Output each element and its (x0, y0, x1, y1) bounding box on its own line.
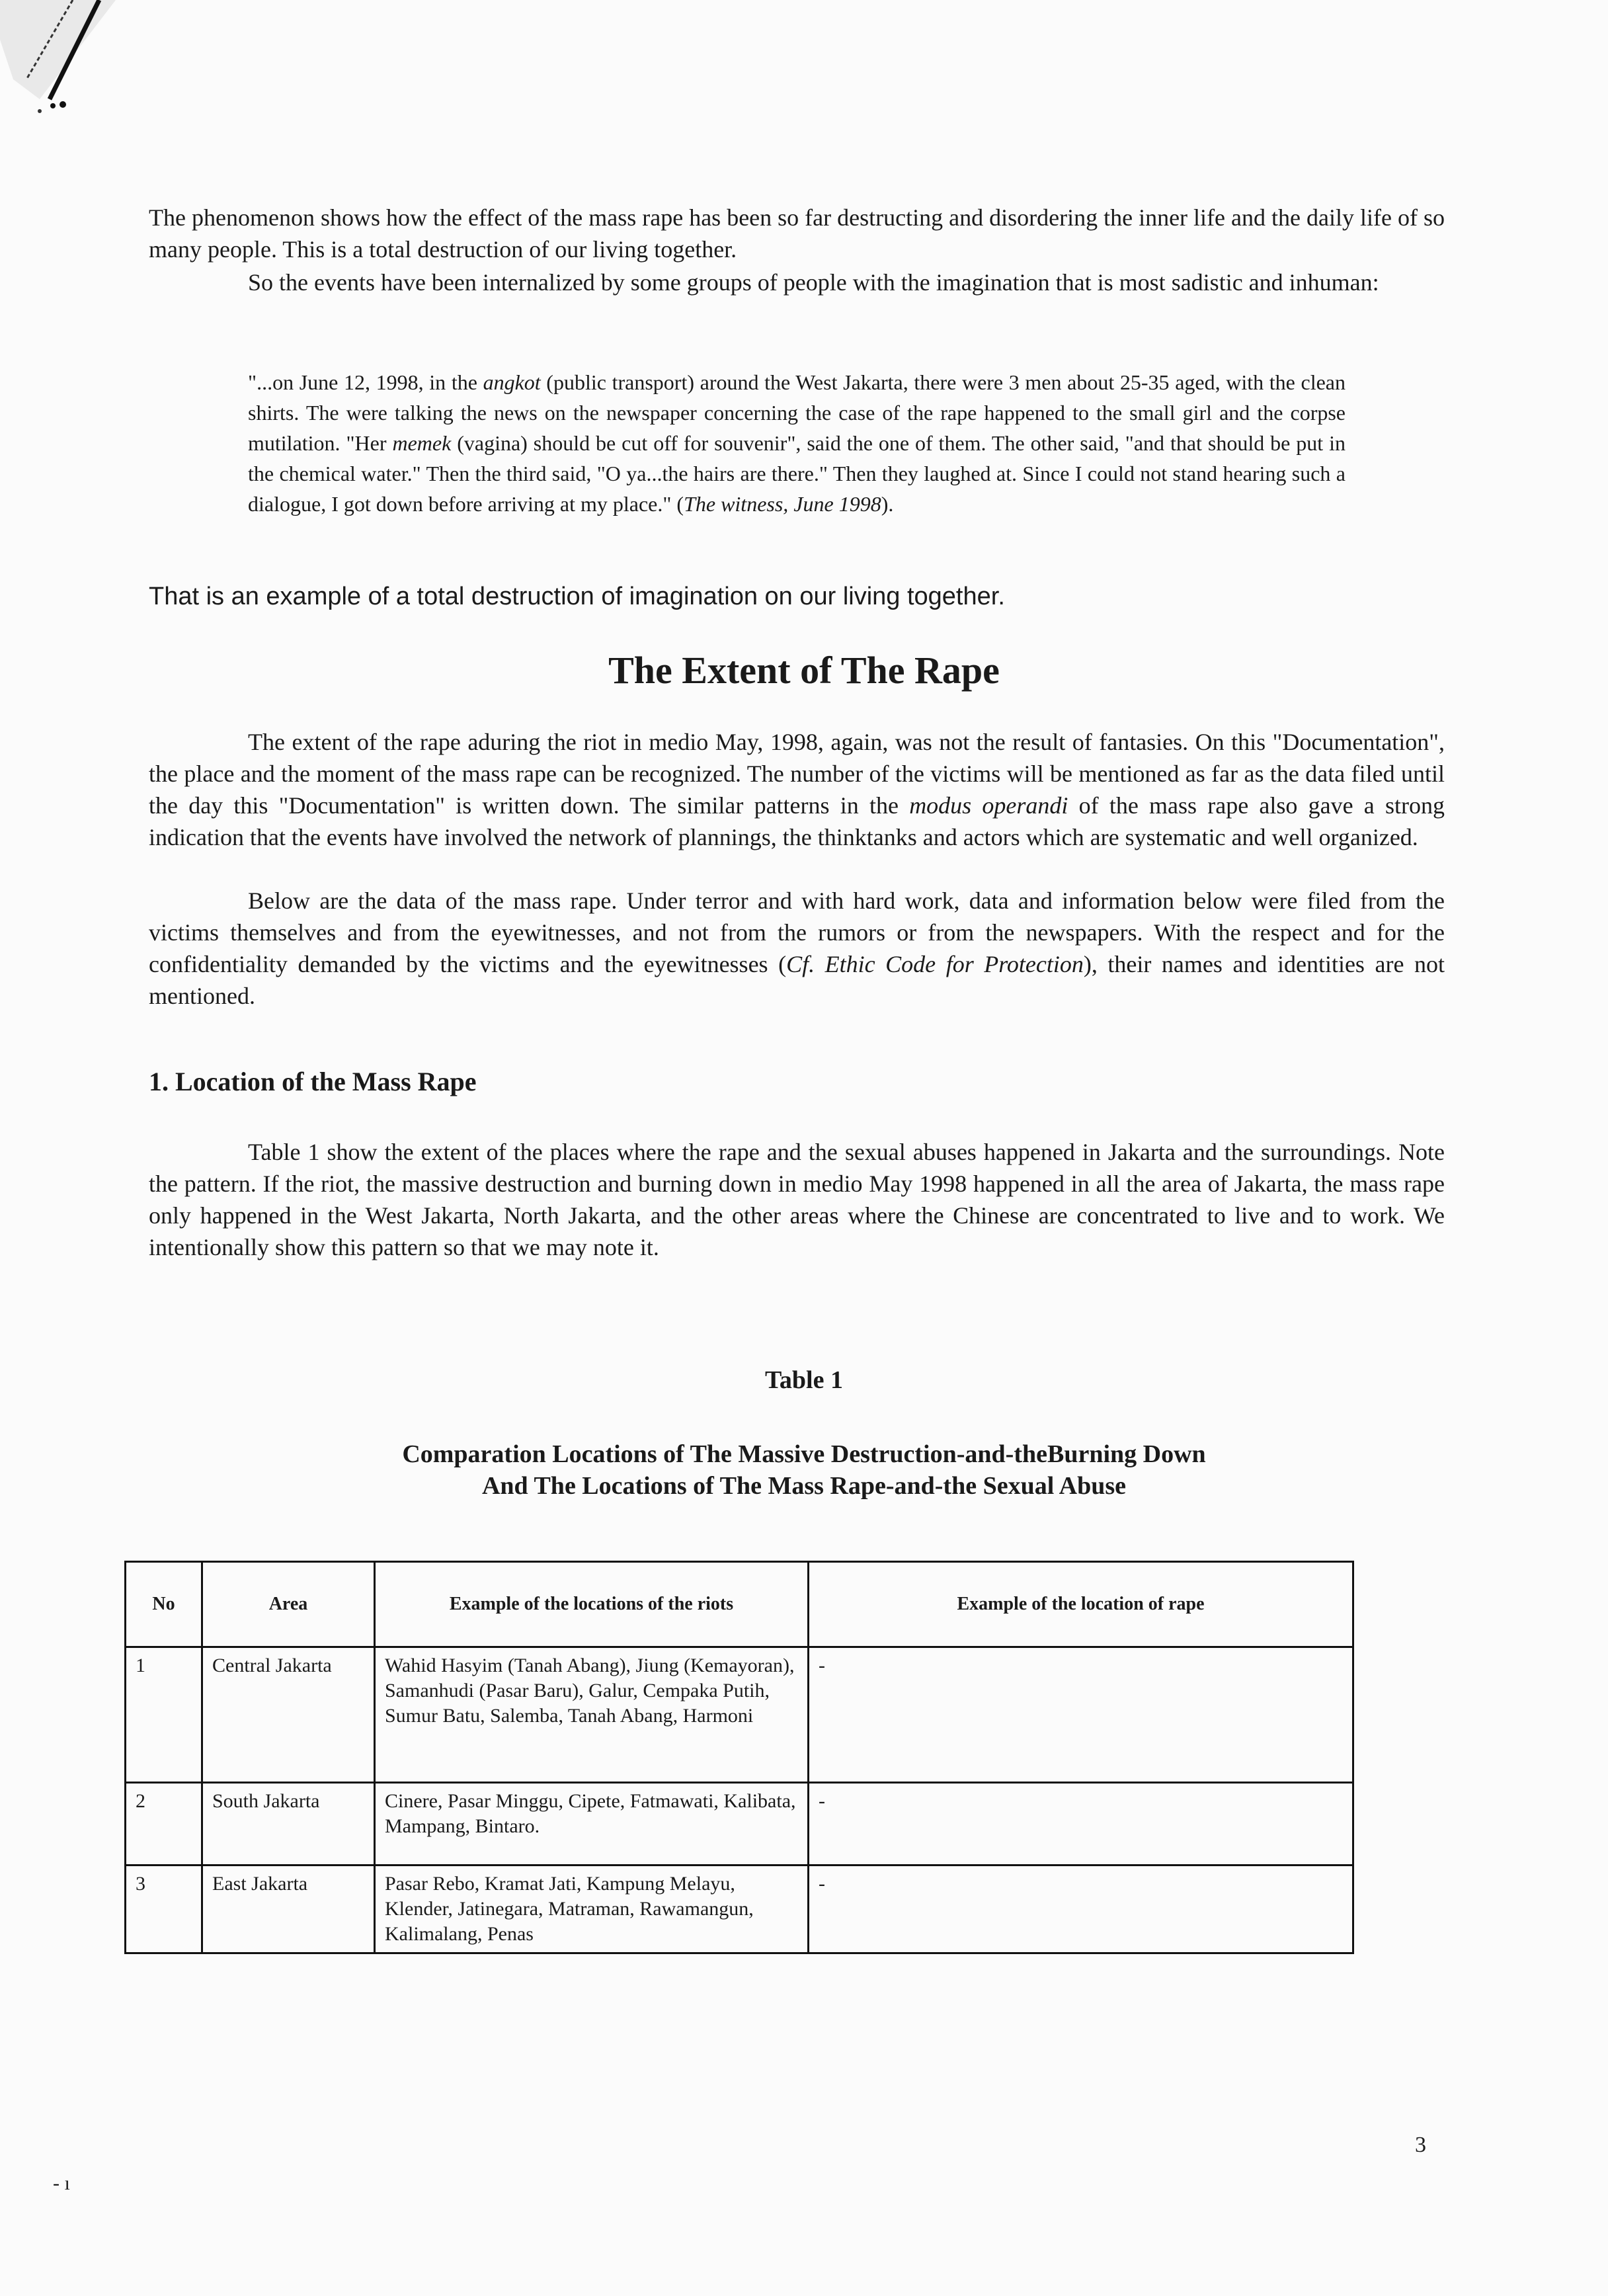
table-row (126, 1866, 1353, 1953)
table-label: Table 1 (765, 1366, 843, 1394)
cell-riots: Cinere, Pasar Minggu, Cipete, Fatmawati, Kalibata, Mampang, Bintaro. (375, 1783, 809, 1866)
quote-source: The witness, June 1998 (684, 492, 881, 516)
page-number: 3 (1415, 2133, 1426, 2157)
header-riots: Example of the locations of the riots (375, 1562, 809, 1647)
cell-area: East Jakarta (202, 1866, 375, 1953)
paragraph-text: Below are the data of the mass rape. Under terror and with hard work, data and information below were filed from the victims themselves and from the eyewitnesses, and not from the rumors or from the newspapers. With the respect and for the confidentiality demanded by the victims and the eyewitnesses ( (149, 887, 1445, 977)
cell-rape: - (809, 1783, 1353, 1866)
paragraph-location: Table 1 show the extent of the places where the rape and the sexual abuses happened in Jakarta and the surroundings. Note the pattern. If the riot, the massive destruction and burning down in medio May 1998 happened in all the area of Jakarta, the mass rape only happened in the West Jakarta, North Jakarta, and the other areas where the Chinese are concentrated to live and to work. We intentionally show this pattern so that we may note it. (149, 1139, 1445, 1260)
term-modus-operandi: modus operandi (909, 792, 1068, 819)
paragraph-phenomenon: The phenomenon shows how the effect of the mass rape has been so far destructing and disordering the inner life and the daily life of so many people. This is a total destruction of our living together. (149, 204, 1445, 263)
table-subtitle-line: And The Locations of The Mass Rape-and-the Sexual Abuse (481, 1472, 1127, 1500)
table-subtitle (198, 1438, 1410, 1502)
cell-rape: - (809, 1866, 1353, 1953)
witness-quote (248, 367, 1346, 519)
paragraph-text: ), their names and identities are not mentioned. (149, 951, 1445, 1009)
quote-term-angkot: angkot (483, 370, 541, 394)
quote-term-memek: memek (392, 431, 452, 455)
cell-riots: Wahid Hasyim (Tanah Abang), Jiung (Kemayoran), Samanhudi (Pasar Baru), Galur, Cempaka Putih, Sumur Batu, Salemba, Tanah Abang, Harmoni (375, 1647, 809, 1783)
quote-text: (public transport) around the West Jakarta, there were 3 men about 25-35 aged, with the clean shirts. The were talking the news on the newspaper concerning the case of the rape happened to the small girl and the corpse mutilation. "Her (248, 370, 1346, 455)
section-title: The Extent of The Rape (608, 649, 1000, 692)
subsection-title: 1. Location of the Mass Rape (149, 1067, 477, 1096)
comparison-table (124, 1561, 1354, 1954)
scan-corner-mark: - ı (53, 2172, 70, 2194)
header-no: No (126, 1562, 202, 1647)
paragraph-data (149, 885, 1445, 1012)
quote-text: ). (881, 492, 894, 516)
table-row (126, 1783, 1353, 1866)
paragraph-text: of the mass rape also gave a strong indication that the events have involved the network of plannings, the thinktanks and actors which are systematic and well organized. (149, 792, 1445, 850)
cell-area: Central Jakarta (202, 1647, 375, 1783)
paragraph-extent (149, 726, 1445, 853)
table-header-row (126, 1562, 1353, 1647)
cell-rape: - (809, 1647, 1353, 1783)
paragraph-internalized: So the events have been internalized by some groups of people with the imagination that is most sadistic and inhuman: (248, 269, 1379, 296)
cell-no: 3 (126, 1866, 202, 1953)
cell-riots: Pasar Rebo, Kramat Jati, Kampung Melayu, Klender, Jatinegara, Matraman, Rawamangun, Kalimalang, Penas (375, 1866, 809, 1953)
cell-no: 2 (126, 1783, 202, 1866)
quote-text: "...on June 12, 1998, in the (248, 370, 483, 394)
reference-ethic-code: Cf. Ethic Code for Protection (786, 951, 1084, 977)
paragraph-text: The extent of the rape aduring the riot in medio May, 1998, again, was not the result of fantasies. On this "Documentation", the place and the moment of the mass rape can be recognized. The number of the victims will be mentioned as far as the data filed until the day this "Documentation" is written down. The similar patterns in the (149, 729, 1445, 819)
paragraph-example: That is an example of a total destruction of imagination on our living together. (149, 583, 1005, 610)
table-row (126, 1647, 1353, 1783)
scan-artifact-mark (0, 0, 132, 132)
table-subtitle-line: Comparation Locations of The Massive Destruction-and-theBurning Down (402, 1440, 1206, 1468)
header-area: Area (202, 1562, 375, 1647)
cell-no: 1 (126, 1647, 202, 1783)
header-rape: Example of the location of rape (809, 1562, 1353, 1647)
cell-area: South Jakarta (202, 1783, 375, 1866)
quote-text: (vagina) should be cut off for souvenir", said the one of them. The other said, "and that should be put in the chemical water." Then the third said, "O ya...the hairs are there." Then they laughed at. Since I could not stand hearing such a dialogue, I got down before arriving at my place." ( (248, 431, 1346, 516)
